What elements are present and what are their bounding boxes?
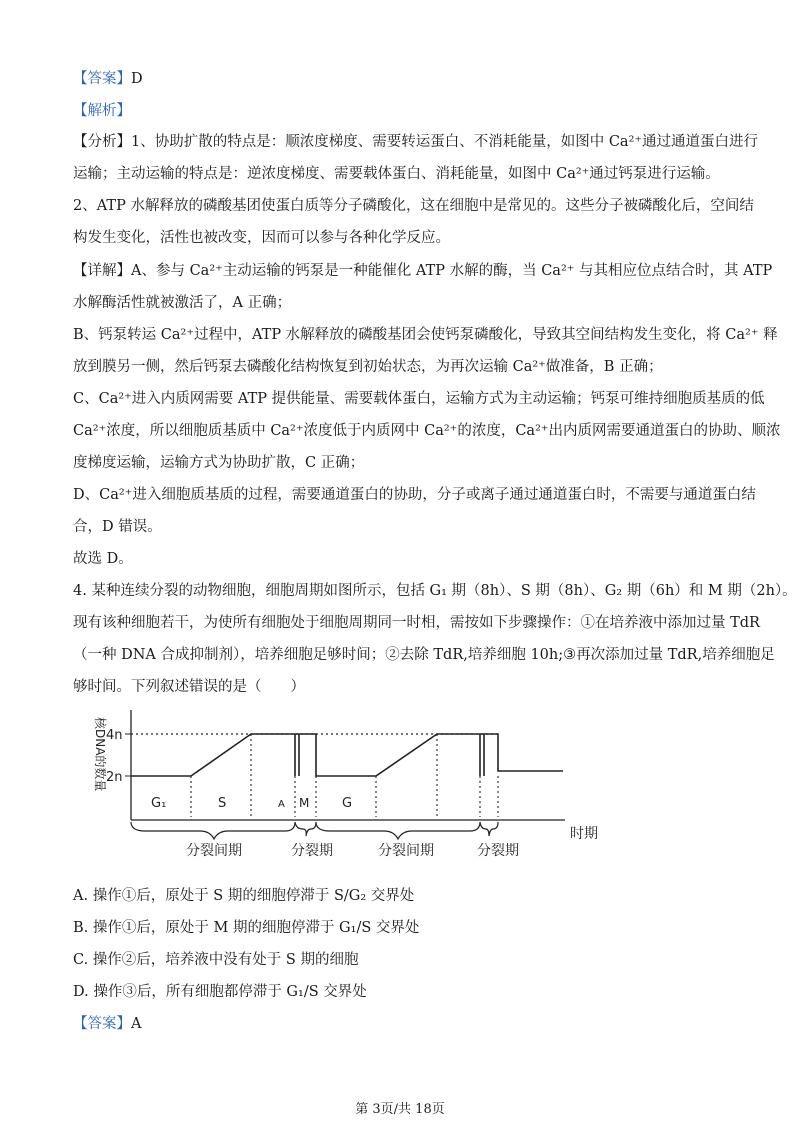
- brace-mitosis-2: [480, 822, 498, 836]
- question-line: （一种 DNA 合成抑制剂），培养细胞足够时间；②去除 TdR,培养细胞 10h;③再次添加过量 TdR,培养细胞足: [73, 647, 775, 663]
- previous-answer: [73, 69, 143, 89]
- option-c: C. 操作②后，培养液中没有处于 S 期的细胞: [73, 952, 359, 968]
- answer-label: 【答案】: [73, 1016, 131, 1032]
- brace-interphase-1: [131, 822, 295, 839]
- option-b: B. 操作①后，原处于 M 期的细胞停滞于 G₁/S 交界处: [73, 920, 420, 936]
- question-answer: [73, 1014, 141, 1034]
- period-label-interphase-2: 分裂间期: [378, 843, 434, 859]
- paragraph-line: D、Ca²⁺进入细胞质基质的过程，需要通道蛋白的协助，分子或离子通过通道蛋白时，不需要与通道蛋白结: [73, 487, 756, 503]
- phase-label-g1: G₁: [151, 796, 167, 811]
- paragraph-line: 故选 D。: [73, 551, 133, 567]
- phase-label-s: S: [218, 796, 227, 811]
- paragraph-line: 运输；主动运输的特点是：逆浓度梯度、需要载体蛋白、消耗能量，如图中 Ca²⁺通过钙泵进行运输。: [73, 166, 720, 182]
- brace-interphase-2: [316, 822, 480, 839]
- page-footer: 第 3页/共 18页: [355, 1102, 445, 1117]
- phase-label-g2: A: [278, 799, 285, 810]
- brace-mitosis-1: [295, 822, 316, 836]
- option-d: D. 操作③后，所有细胞都停滞于 G₁/S 交界处: [73, 984, 367, 1000]
- paragraph-line: B、钙泵转运 Ca²⁺过程中，ATP 水解释放的磷酸基团会使钙泵磷酸化，导致其空间结构发生变化，将 Ca²⁺ 释: [73, 327, 778, 343]
- paragraph-line: 2、ATP 水解释放的磷酸基团使蛋白质等分子磷酸化，这在细胞中是常见的。这些分子被磷酸化后，空间结: [73, 198, 754, 214]
- period-label-interphase-1: 分裂间期: [186, 843, 242, 859]
- x-axis-label: 时期: [570, 826, 598, 842]
- paragraph-line: 度梯度运输，运输方式为协助扩散，C 正确；: [73, 455, 365, 471]
- y-tick-4n: 4n: [106, 728, 123, 743]
- period-label-mitosis-1: 分裂期: [291, 843, 333, 859]
- paragraph-line: 【详解】A、参与 Ca²⁺主动运输的钙泵是一种能催化 ATP 水解的酶，当 Ca²⁺ 与其相应位点结合时，其 ATP: [73, 263, 773, 279]
- phase-label-g: G: [342, 796, 353, 811]
- analysis-heading: 【解析】: [73, 103, 131, 119]
- question-line: 4. 某种连续分裂的动物细胞，细胞周期如图所示，包括 G₁ 期（8h）、S 期（8h）、G₂ 期（6h）和 M 期（2h）。: [73, 583, 797, 599]
- y-tick-2n: 2n: [106, 770, 123, 785]
- question-line: 够时间。下列叙述错误的是（ ）: [73, 679, 305, 695]
- paragraph-line: 【分析】1、协助扩散的特点是：顺浓度梯度、需要转运蛋白、不消耗能量，如图中 Ca²⁺通过通道蛋白进行: [73, 134, 759, 150]
- paragraph-line: 水解酶活性就被激活了，A 正确；: [73, 295, 292, 311]
- answer-value: A: [131, 1016, 142, 1032]
- paragraph-line: 放到膜另一侧，然后钙泵去磷酸化结构恢复到初始状态，为再次运输 Ca²⁺做准备，B 正确；: [73, 359, 663, 375]
- y-axis-label: 核DNA的数量: [93, 717, 107, 792]
- option-a: A. 操作①后，原处于 S 期的细胞停滞于 S/G₂ 交界处: [73, 888, 415, 904]
- answer-value: D: [131, 71, 143, 87]
- paragraph-line: Ca²⁺浓度，所以细胞质基质中 Ca²⁺浓度低于内质网中 Ca²⁺的浓度，Ca²⁺出内质网需要通道蛋白的协助、顺浓: [73, 423, 781, 439]
- dna-curve-cycle-1: [131, 734, 563, 776]
- phase-label-m: M: [299, 796, 310, 810]
- paragraph-line: 合，D 错误。: [73, 519, 162, 535]
- answer-label: 【答案】: [73, 71, 131, 87]
- paragraph-line: C、Ca²⁺进入内质网需要 ATP 提供能量、需要载体蛋白，运输方式为主动运输；钙泵可维持细胞质基质的低: [73, 391, 765, 407]
- cell-cycle-figure: [0, 705, 800, 875]
- question-line: 现有该种细胞若干，为使所有细胞处于细胞周期同一时相，需按如下步骤操作：①在培养液中添加过量 TdR: [73, 615, 760, 631]
- paragraph-line: 构发生变化，活性也被改变，因而可以参与各种化学反应。: [73, 230, 450, 246]
- period-label-mitosis-2: 分裂期: [477, 843, 519, 859]
